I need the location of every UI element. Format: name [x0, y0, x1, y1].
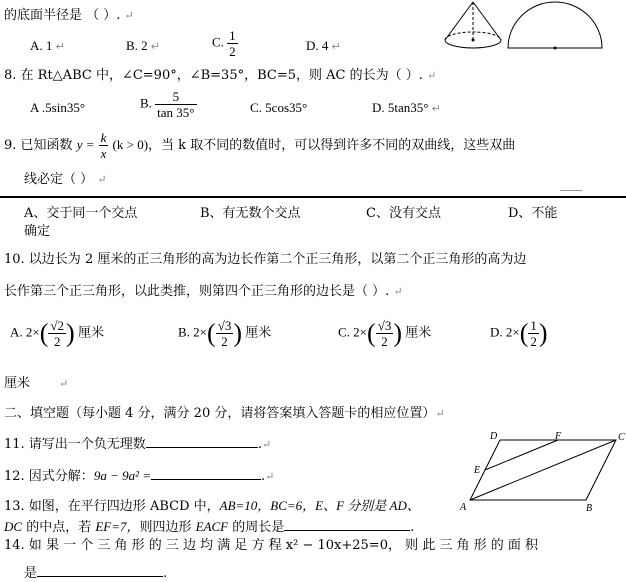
- q7-option-b: B. 2 ↵: [126, 38, 161, 53]
- parallelogram-figure: [456, 428, 626, 514]
- label-b: B: [586, 503, 593, 514]
- q10-line1: 10. 以边长为 2 厘米的正三角形的高为边长作第二个正三角形，以第二个正三角形的高为边: [4, 252, 527, 267]
- q13-answer-blank[interactable]: [284, 517, 410, 531]
- q9-option-a: A、交于同一个交点: [24, 206, 138, 221]
- q11-text: 11. 请写出一个负无理数 .↵: [4, 434, 271, 453]
- label-e: E: [474, 465, 481, 476]
- section2-title: 二、填空题（每小题 4 分，满分 20 分，请将答案填入答题卡的相应位置）↵: [4, 406, 445, 421]
- q14-answer-blank[interactable]: [37, 563, 163, 577]
- q14-line2: 是 .: [24, 563, 167, 582]
- q12-text: 12. 因式分解：9a − 9a² = .↵: [4, 468, 275, 484]
- q9-option-c: C、没有交点: [366, 206, 441, 221]
- q7-option-a: A. 1 ↵: [30, 38, 65, 53]
- q10-option-d: D. 2×( $\frac{1}{2}$ ): [490, 318, 548, 349]
- q8-fraction: $\frac{5}{\tan 35^\circ}$: [157, 89, 195, 120]
- label-c: C: [618, 432, 625, 443]
- q10-option-c: C. 2×( $\frac{√3}{2}$ ) 厘米: [338, 318, 432, 349]
- q12-answer-blank[interactable]: [151, 466, 261, 480]
- cone-figure: [442, 0, 504, 56]
- q9-fraction: $\frac{k}{x}$: [100, 130, 107, 161]
- q7-fraction: $\frac{1}{2}$: [229, 28, 236, 59]
- q8-option-a: A .5sin35°: [30, 100, 86, 115]
- page-break-marker: [560, 190, 582, 191]
- label-f: F: [555, 431, 562, 442]
- segment-ac: [470, 440, 616, 500]
- q10-option-b: B. 2×( $\frac{√3}{2}$ ) 厘米: [178, 318, 272, 349]
- q10-option-a: A. 2×( $\frac{√2}{2}$ ) 厘米: [10, 318, 104, 349]
- q10-line2: 长作第三个正三角形，以此类推，则第四个正三角形的边长是（ ）. ↵: [4, 284, 403, 299]
- q8-option-c: C. 5cos35°: [250, 100, 308, 115]
- q11-answer-blank[interactable]: [146, 434, 258, 448]
- q7-text: 的底面半径是 （ ）. ↵: [4, 8, 134, 23]
- page-break-rule: [0, 196, 626, 198]
- q10-wrap: 厘米 ↵: [4, 376, 69, 391]
- q9-text: 9. 已知函数 y = $\frac{k}{x}$ (k > 0)，当 k 取不同的数值时，可以得到许多不同的双曲线，这些双曲: [4, 130, 516, 161]
- q13-line1: 13. 如图，在平行四边形 ABCD 中，AB=10，BC=6，E、F 分别是 AD、: [4, 498, 420, 514]
- q9-wrap: 确定: [24, 224, 51, 239]
- label-d: D: [490, 431, 498, 442]
- q7-option-d: D. 4 ↵: [306, 38, 341, 53]
- q13-line2: DC 的中点，若 EF=7，则四边形 EACF 的周长是 .: [4, 519, 415, 535]
- semicircle-figure: [506, 0, 604, 52]
- q8-option-b: B. $\frac{5}{\tan 35^\circ}$: [140, 89, 195, 120]
- q9-line2: 线必定（ ） ↵: [24, 172, 107, 187]
- segment-ef: [485, 440, 558, 470]
- q7-option-c: C. $\frac{1}{2}$: [212, 28, 236, 59]
- q14-line1: 14. 如 果 一 个 三 角 形 的 三 边 均 满 足 方 程 x² − 10x+25=0， 则 此 三 角 形 的 面 积: [4, 538, 539, 553]
- q9-option-d: D、不能: [508, 206, 558, 221]
- q8-option-d: D. 5tan35° ↵: [372, 100, 441, 115]
- q9-option-b: B、有无数个交点: [200, 206, 301, 221]
- label-a: A: [460, 502, 467, 513]
- q8-text: 8. 在 Rt△ABC 中，∠C=90°，∠B=35°，BC=5，则 AC 的长为（ ）. ↵: [4, 68, 437, 83]
